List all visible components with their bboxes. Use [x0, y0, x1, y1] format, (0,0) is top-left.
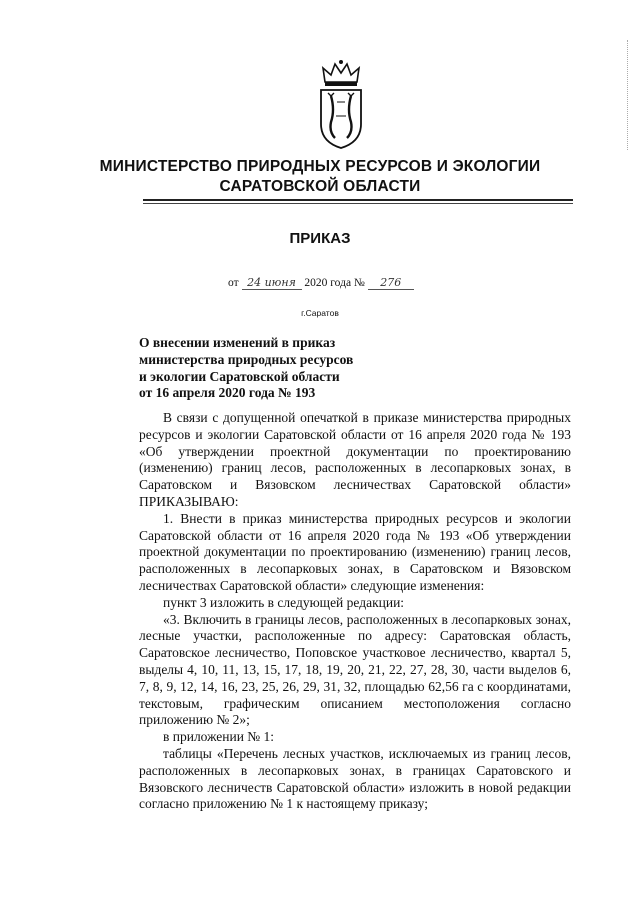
ministry-name-line2: САРАТОВСКОЙ ОБЛАСТИ: [219, 178, 421, 195]
body-paragraph: 1. Внести в приказ министерства природных ресурсов и экологии Саратовской области от 16 апреля 2020 года № 193 «Об утверждении проектной документации по проектированию (изменению) границ лесов, расположенных в лесопарковых зонах, в Саратовском и Вязовском лесничествах Саратовской области» следующие изменения:: [139, 510, 571, 593]
body-paragraph: в приложении № 1:: [163, 729, 275, 745]
body-paragraph: «3. Включить в границы лесов, расположенных в лесопарковых зонах, лесные участки, расположенные по адресу: Саратовская область, Саратовское лесничество, Поповское участковое лесничество, квартал 5, выделы 4, 10, 11, 13, 15, 17, 18, 19, 20, 21, 22, 27, 28, 30, части выделов 6, 7, 8, 9, 12, 14, 16, 23, 25, 26, 29, 31, 32, площадью 62,56 га с координатами, текстовым, графическим описанием местоположения согласно приложению № 2»;: [139, 611, 571, 728]
subject-line: О внесении изменений в приказ: [139, 335, 336, 350]
order-number-handwritten: 276: [368, 276, 414, 290]
city-label: г.Саратов: [301, 308, 339, 318]
order-body: [139, 410, 571, 813]
header-divider: [143, 199, 573, 201]
scan-edge-mark: [626, 40, 628, 150]
date-line: [228, 276, 414, 290]
body-paragraph: таблицы «Перечень лесных участков, исключаемых из границ лесов, расположенных в лесопарковых зонах, в границах Саратовского и Вязовского лесничеств Саратовской области» изложить в новой редакции согласно приложению № 1 к настоящему приказу;: [139, 745, 571, 812]
body-paragraph: пункт 3 изложить в следующей редакции:: [163, 594, 405, 610]
date-year-text: 2020 года №: [304, 277, 365, 289]
date-prefix: от: [228, 277, 239, 289]
subject-line: министерства природных ресурсов: [139, 351, 354, 367]
subject-line: и экологии Саратовской области: [139, 368, 340, 384]
body-paragraph: В связи с допущенной опечаткой в приказе министерства природных ресурсов и экологии Саратовской области от 16 апреля 2020 года № 193 «Об утверждении проектной документации по проектированию (изменению) границ лесов, расположенных в лесопарковых зонах, в Саратовском и Вязовском лесничествах Саратовской области» ПРИКАЗЫВАЮ:: [139, 410, 571, 509]
coat-of-arms-icon: [315, 58, 367, 150]
order-subject: [139, 335, 353, 402]
header-divider-thin: [143, 203, 573, 204]
document-type-title: ПРИКАЗ: [289, 230, 351, 247]
date-handwritten: 24 июня: [242, 276, 302, 290]
subject-line: от 16 апреля 2020 года № 193: [139, 385, 316, 401]
ministry-name-line1: МИНИСТЕРСТВО ПРИРОДНЫХ РЕСУРСОВ И ЭКОЛОГИИ: [99, 158, 541, 175]
